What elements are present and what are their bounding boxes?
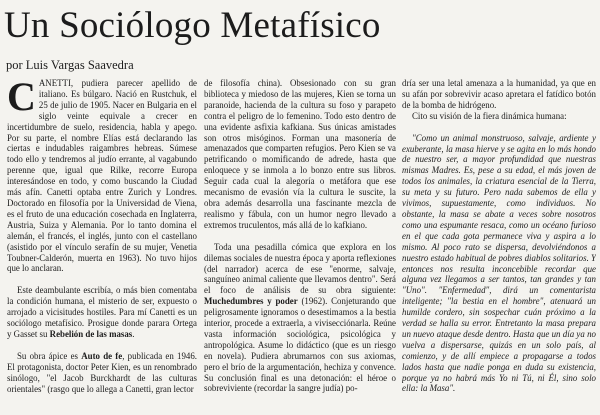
article-byline: por Luis Vargas Saavedra <box>6 58 134 72</box>
paragraph <box>204 78 396 231</box>
book-title: Auto de fe <box>81 350 123 361</box>
paragraph-text: . <box>132 328 135 339</box>
paragraph-text: , publicada en 1946. El protagonista, doctor Peter Kien, es un renombrado sinólogo, "el Jacob Burckhardt de las culturas orientales" (rasgo que lo allega a Canetti, gran lector <box>7 350 197 394</box>
paragraph-text: ANETTI, pudiera parecer apellido de italiano. Es búlgaro. Nació en Rustchuk, el 25 de julio de 1905. Nacer en Bulgaria en el siglo veinte equivale a crecer en incertidumbre de suelo, residencia, habla y apego. Por su parte, el nombre Elías está declarando las ciertas e indudables raigambres hebreas. Súmese todo ello y tendremos al judío errante, al vagabundo perenne que, igual que Rilke, recorre Europa interesándose en todo, y como buscando la Ciudad más afín. Canetti optaba entre Zurich y Londres. Doctorado en filosofía por la Universidad de Viena, es el fruto de una educación cosechada en Inglaterra, Austria, Suiza y Alemania. Por lo tanto domina el alemán, el francés, el inglés, junto con el castellano (asistido por el vínculo serafín de su mujer, Venetia Toubner-Calderón, muerta en 1963). No tuvo hijos que lo anclaran. <box>7 78 197 274</box>
paragraph-text: Cito su visión de la fiera dinámica humana: <box>412 110 567 121</box>
paragraph <box>7 78 197 274</box>
paragraph-text: Su obra ápice es <box>17 350 82 361</box>
paragraph-text: Este deambulante escribía, o más bien comentaba la condición humana, el misterio de ser, expuesto o arrojado a vicisitudes hostiles. Para mí Canetti es un sociólogo metafísico. Prosigue donde parara Ortega y Gasset su <box>7 285 197 339</box>
block-quote: "Como un animal monstruoso, salvaje, ardiente y exuberante, la masa hierve y se agita en lo más hondo de nuestro ser, a mayor profundidad que nuestras mismas Madres. Es, pese a su edad, el más joven de todos los animales, la criatura esencial de la Tierra, su meta y su futuro. Pero nada sabemos de ella y vivimos, supuestamente, como individuos. No obstante, la masa se abate a veces sobre nosotros como una espumante resaca, como un océano furioso en el que cada gota permanece viva y aspira a lo mismo. Al poco rato se dispersa, devolviéndonos a nuestro estado habitual de pobres diablos solitarios. Y entonces nos resulta inconcebible recordar que alguna vez llegamos a ser tantos, tan grandes y tan "Uno". "Enfermedad", dirá un comentarista inteligente; "la bestia en el hombre", atenuará un humilde cordero, sin sospechar cuán próximo a la verdad se halla su error. Entretanto la masa prepara un nuevo ataque desde dentro. Hasta que un día ya no vuelva a dispersarse, quizás en un solo país, al comienzo, y de allí empiece a propagarse a todos lados hasta que nadie ponga en duda su existencia, porque ya no habrá más Yo ni Tú, ni Él, sino solo ella: la Masa". <box>402 132 596 394</box>
drop-cap: C <box>7 78 36 119</box>
paragraph-text: Toda una pesadilla cómica que explora en los dilemas sociales de nuestra época y aporta reflexiones (del narrador) acerca de ese "enorme, salvaje, sanguíneo animal caliente que llevamos dentro". Será el foco de análisis de su obra siguiente: <box>204 241 396 296</box>
paragraph <box>402 111 596 122</box>
text-column-3 <box>402 78 596 415</box>
paragraph-text: dría ser una letal amenaza a la humanidad, ya que en su afán por sobrevivir acaso apretara el fatídico botón de la bomba de hidrógeno. <box>402 78 596 110</box>
text-column-1 <box>7 78 197 415</box>
book-title: Rebelión de las masas <box>49 328 133 339</box>
paragraph <box>7 285 197 340</box>
book-title: Muchedumbres y poder <box>204 296 298 307</box>
paragraph <box>402 78 596 111</box>
text-column-2 <box>204 78 396 415</box>
article-title: Un Sociólogo Metafísico <box>4 5 381 46</box>
paragraph <box>7 351 197 395</box>
paragraph-text: de filosofía china). Obsesionado con su gran biblioteca y miedoso de las mujeres, Kien se torna un paranoide, hacienda de la cultura su foso y parapeto contra el peligro de lo femenino. Todo esto dentro de una evidente asfixia kafkiana. Sus únicas amistades son otros misóginos. Forman una masonería de amenazados que comparten refugios. Pero Kien se va petrificando o momificando de adrede, hasta que enloquece y se inmola a lo bonzo entre sus libros. Seguir cada cual la alegoría o metáfora que ese mecanismo de evasión vía la cultura le suscite, la obra además desarrolla una fascinante mezcla de realismo y fábula, con un humor negro llevado a extremos truculentos, más allá de lo kafkiano. <box>204 78 396 230</box>
paragraph <box>204 242 396 395</box>
paragraph-text: (1962). Conjeturando que peligrosamente ignoramos o desestimamos a la bestia interior, procede a extraerla, a vivisecciónarla. Reúne vasta información sociológica, psicológica y antropológica. Asume lo didáctico (que es un riesgo en novela). Pudiera abrumarnos con sus axiomas, pero el brío de la argumentación, hechiza y convence. Su conclusión final es una detonación: el héroe o sobreviviente (recordar la sangre judía) po- <box>204 296 396 394</box>
